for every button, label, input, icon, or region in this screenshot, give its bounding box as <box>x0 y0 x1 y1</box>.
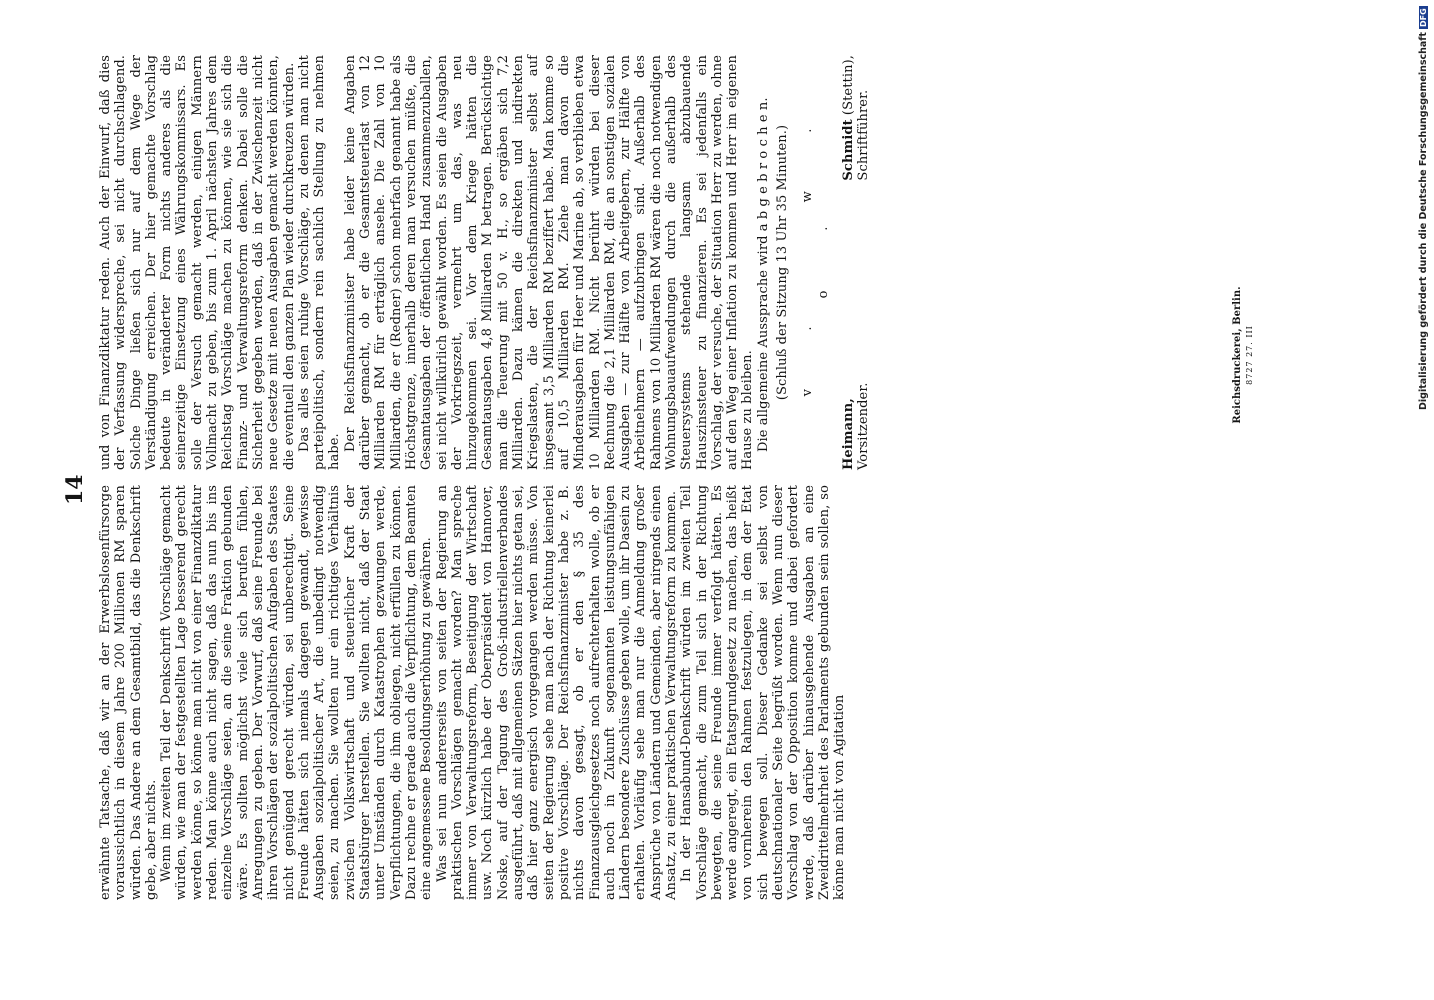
paragraph: und von Finanzdiktatur reden. Auch der Einwurf, daß dies der Verfassung widerspreche, sei nicht durchschlagend. Solche Dinge ließen sich nur auf dem Wege der Verständigung erreichen. Der hier gemachte Vorschlag bedeute in veränderter Form nichts anderes als die seinerzeitige Einsetzung eines Währungskommissars. Es solle der Versuch gemacht werden, einigen Männern Vollmacht zu geben, bis zum 1. April nächsten Jahres dem Reichstag Vorschläge machen zu können, wie sie sich die Finanz- und Verwaltungsreform denken. Dabei solle die Sicherheit gegeben werden, daß in der Zwischenzeit nicht neue Gesetze mit neuen Ausgaben gemacht werden könnten, die eventuell den ganzen Plan wieder durchkreuzen würden. <box>98 55 297 470</box>
dfg-logo: DFG <box>1419 8 1428 28</box>
abbr-part: w. <box>800 68 816 203</box>
text-column-left <box>98 485 848 900</box>
session-closing-note: (Schluß der Sitzung 13 Uhr 35 Minuten.) <box>775 124 791 401</box>
paragraph: Der Reichsfinanzminister habe leider keine Angaben darüber gemacht, ob er die Gesamtsteuerlast von 12 Milliarden RM für erträglich ansehe. Die Zahl von 10 Milliarden, die er (Redner) schon mehrfach genannt habe als Höchstgrenze, innerhalb deren man versuchen müßte, die Gesamtausgaben der öffentlichen Hand zusammenzuballen, sei nicht willkürlich gewählt worden. Es seien die Ausgaben der Vorkriegszeit, vermehrt um das, was neu hinzugekommen sei. Vor dem Kriege hätten die Gesamtausgaben 4,8 Milliarden M betragen. Berücksichtige man die Teuerung mit 50 v. H., so ergäben sich 7,2 Milliarden. Dazu kämen die direkten und indirekten Kriegslasten, die der Reichsfinanzminister selbst auf insgesamt 3,5 Milliarden RM beziffert habe. Man komme so auf 10,5 Milliarden RM. Ziehe man davon die Minderausgaben für Heer und Marine ab, so verblieben etwa 10 Milliarden RM. Nicht berührt würden bei dieser Rechnung die 2,1 Milliarden RM, die an sonstigen sozialen Ausgaben — zur Hälfte von Arbeitgebern, zur Hälfte von Arbeitnehmern — aufzubringen sind. Außerhalb des Rahmens von 10 Milliarden RM wären die noch notwendigen Wohnungsbauaufwendungen durch die außerhalb des Steuersystems stehende langsam abzubauende Hauszinssteuer zu finanzieren. Es sei jedenfalls ein Vorschlag, der versuche, der Situation Herr zu werden, ohne auf den Weg einer Inflation zu kommen und Herr im eigenen Hause zu bleiben. <box>342 55 756 470</box>
paragraph: In der Hansabund-Denkschrift würden im zweiten Teil Vorschläge gemacht, die zum Teil sich in der Richtung bewegten, die seine Freunde immer verfolgt hätten. Es werde angeregt, ein Etatsgrundgesetz zu machen, das heißt von vornherein den Rahmen festzulegen, in dem der Etat sich bewegen soll. Dieser Gedanke sei selbst von deutschnationaler Seite begrüßt worden. Wenn nun dieser Vorschlag von der Opposition komme und dabei gefordert werde, daß darüber hinausgehende Ausgaben an eine Zweidrittelmehrheit des Parlaments gebunden sein sollen, so könne man nicht von Agitation <box>679 485 848 900</box>
chair-name: Heimann, <box>840 398 856 470</box>
abbr-part: v. <box>800 266 816 397</box>
printer-imprint <box>1232 275 1256 435</box>
printer-name: Reichsdruckerei, Berlin. <box>1232 286 1243 424</box>
paragraph: Das alles seien ruhige Vorschläge, zu denen man nicht parteipolitisch, sondern rein sachlich Stellung zu nehmen habe. <box>296 55 343 470</box>
paragraph: erwähnte Tatsache, daß wir an der Erwerbslosenfürsorge voraussichtlich in diesem Jahre 200 Millionen RM sparen würden. Das Andere an dem Gesamtbild, das die Denkschrift gebe, aber nichts. <box>98 485 159 900</box>
paragraph: Was sei nun andererseits von seiten der Regierung an praktischen Vorschlägen gemacht worden? Man spreche immer von Verwaltungsreform, Beseitigung der Wirtschaft usw. Noch kürzlich habe der Oberpräsident von Hannover, Noske, auf der Tagung des Groß-industriellenverbandes ausgeführt, daß mit allgemeinen Sätzen hier nichts getan sei, daß hier ganz energisch vorgegangen werden müsse. Von seiten der Regierung sehe man nach der Richtung keinerlei positive Vorschläge. Der Reichsfinanzminister habe z. B. nichts davon gesagt, ob er den § 35 des Finanzausgleichgesetzes noch aufrechterhalten wolle, ob er auch noch in Zukunft sogenannten leistungsunfähigen Ländern besondere Zuschüsse geben wolle, um ihr Dasein zu erhalten. Vorläufig sehe man nur die Anmeldung großer Ansprüche von Ländern und Gemeinden, aber nirgends einen Ansatz, zu einer praktischen Verwaltungsreform zu kommen. <box>434 485 679 900</box>
secretary-role: Schriftführer. <box>856 89 872 181</box>
chair-role: Vorsitzender. <box>856 382 872 470</box>
signature-block <box>841 55 872 470</box>
signature-secretary <box>841 55 872 181</box>
secretary-name: Schmidt <box>840 119 856 181</box>
paragraph: Die allgemeine Aussprache wird a b g e b r o c h e n. <box>755 97 771 452</box>
paragraph: Wenn im zweiten Teil der Denkschrift Vorschläge gemacht würden, wie man der festgestellten Lage besserend gerecht werden könne, so könne man nicht von einer Finanzdiktatur reden. Man könne auch nicht sagen, daß das nun bis ins einzelne Vorschläge seien, an die seine Fraktion gebunden wäre. Es sollten möglichst viele sich berufen fühlen, Anregungen zu geben. Der Vorwurf, daß seine Freunde bei ihren Vorschlägen der sozialpolitischen Aufgaben des Staates nicht genügend gerecht würden, sei unberechtigt. Seine Freunde hätten sich niemals dagegen gewandt, gewisse Ausgaben sozialpolitischer Art, die unbedingt notwendig seien, zu machen. Sie wollten nur ein richtiges Verhältnis zwischen Volkswirtschaft und steuerlicher Kraft der Staatsbürger herstellen. Sie wollten nicht, daß der Staat unter Umständen durch Katastrophen gezwungen werde, Verpflichtungen, die ihm obliegen, nicht erfüllen zu können. Dazu rechne er gerade auch die Verpflichtung, dem Beamten eine angemessene Besoldungserhöhung zu gewähren. <box>159 485 435 900</box>
closing-abbreviation <box>800 55 831 470</box>
printer-code: 8727 27. III <box>1245 325 1254 385</box>
digitization-credit <box>1418 10 1429 410</box>
secretary-place: (Stettin), <box>840 55 856 116</box>
text-column-right <box>98 55 872 470</box>
abbr-part: o. <box>815 166 831 299</box>
credit-text: Digitalisierung gefördert durch die Deutsche Forschungsgemeinschaft <box>1418 32 1429 410</box>
signature-chair <box>841 383 872 470</box>
page-number: 14 <box>62 474 88 505</box>
